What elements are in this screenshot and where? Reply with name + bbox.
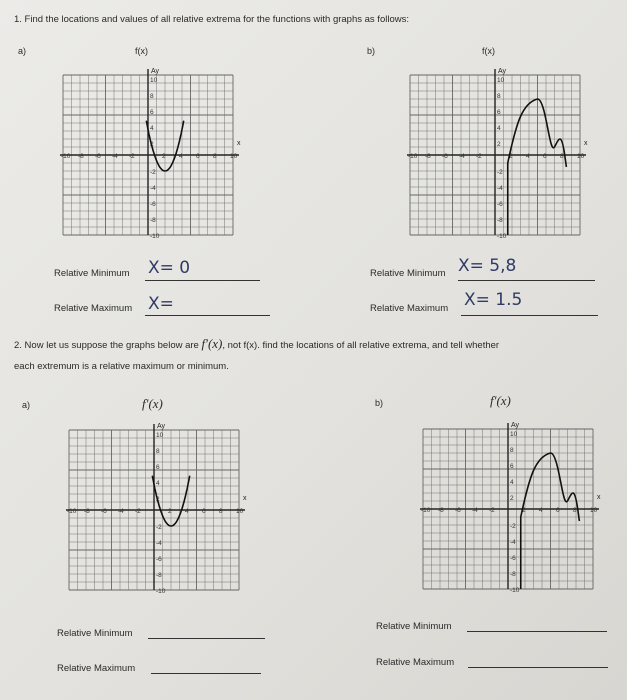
problem-1b-graph-label: f(x)	[482, 46, 495, 56]
problem-1a-graph-label: f(x)	[135, 46, 148, 56]
problem-2b-rel-min-line[interactable]	[467, 631, 607, 632]
problem-2a-rel-min-label: Relative Minimum	[57, 628, 133, 639]
x-tick-label: -8	[84, 508, 90, 515]
problem-1a-rel-max-answer[interactable]: X=	[148, 294, 174, 314]
y-tick-label: 10	[156, 432, 164, 439]
problem-2b-rel-min-label: Relative Minimum	[376, 621, 452, 632]
problem-1b-rel-max-line	[461, 315, 598, 316]
y-tick-label: -8	[156, 572, 162, 579]
graph-2a	[64, 423, 247, 595]
x-tick-label: 6	[202, 508, 206, 515]
problem-1a-rel-min-answer[interactable]: X= 0	[148, 258, 191, 278]
x-tick-label: -6	[442, 153, 448, 160]
x-tick-label: -2	[489, 507, 495, 514]
problem-1a-rel-max-label: Relative Maximum	[54, 303, 133, 314]
x-tick-label: 8	[219, 508, 223, 515]
x-tick-label: 8	[573, 507, 577, 514]
y-tick-label: 2	[156, 496, 160, 503]
problem-1b-rel-min-answer[interactable]: X= 5,8	[458, 256, 517, 276]
problem-1b-rel-max-answer[interactable]: X= 1.5	[464, 290, 523, 310]
x-tick-label: 10	[236, 508, 244, 515]
x-tick-label: -6	[101, 508, 107, 515]
x-axis-label: x	[243, 495, 247, 502]
problem-1-prompt: 1. Find the locations and values of all relative extrema for the functions with graphs as follows:	[14, 14, 409, 25]
y-tick-label: 6	[510, 463, 514, 470]
y-axis-label: Ay	[151, 68, 160, 75]
x-tick-label: -6	[455, 507, 461, 514]
y-tick-label: -6	[150, 201, 156, 208]
x-tick-label: 10	[577, 153, 585, 160]
problem-2b-rel-max-line[interactable]	[468, 667, 608, 668]
y-axis-label: Ay	[498, 68, 507, 75]
y-tick-label: 8	[497, 93, 501, 100]
problem-2-prompt-start: 2. Now let us suppose the graphs below are	[14, 340, 199, 351]
x-tick-label: -10	[61, 153, 71, 160]
x-tick-label: -10	[421, 507, 431, 514]
problem-2-prompt	[14, 336, 499, 352]
graph-1b	[405, 68, 588, 240]
problem-1b-label: b)	[367, 46, 376, 56]
y-tick-label: 6	[497, 109, 501, 116]
problem-2b-label: b)	[375, 398, 384, 408]
x-tick-label: -8	[78, 153, 84, 160]
y-tick-label: 8	[156, 448, 160, 455]
x-tick-label: 10	[590, 507, 598, 514]
problem-1b-rel-max-label: Relative Maximum	[370, 303, 449, 314]
problem-1a-rel-min-line	[145, 280, 260, 281]
x-tick-label: -10	[408, 153, 418, 160]
y-tick-label: -8	[150, 217, 156, 224]
problem-2a-rel-max-line[interactable]	[151, 673, 261, 674]
problem-2b-rel-max-label: Relative Maximum	[376, 657, 455, 668]
graph-1a	[58, 68, 241, 240]
x-tick-label: 6	[196, 153, 200, 160]
y-tick-label: 10	[150, 77, 158, 84]
problem-1a-label: a)	[18, 46, 27, 56]
problem-2a-rel-max-label: Relative Maximum	[57, 663, 136, 674]
x-tick-label: -4	[459, 153, 465, 160]
problem-1a-rel-min-label: Relative Minimum	[54, 268, 130, 279]
y-tick-label: -10	[150, 233, 160, 240]
y-tick-label: -6	[497, 201, 503, 208]
y-tick-label: -6	[510, 555, 516, 562]
x-tick-label: 2	[509, 153, 513, 160]
y-tick-label: -6	[156, 556, 162, 563]
y-tick-label: -10	[497, 233, 507, 240]
x-axis-label: x	[584, 140, 588, 147]
y-tick-label: 4	[497, 125, 501, 132]
y-tick-label: 4	[510, 479, 514, 486]
x-axis-label: x	[597, 494, 601, 501]
problem-1a-rel-max-line	[145, 315, 270, 316]
graph-2b	[418, 422, 601, 594]
x-tick-label: 8	[213, 153, 217, 160]
x-tick-label: -10	[67, 508, 77, 515]
problem-2-prompt-line2: each extremum is a relative maximum or minimum.	[14, 361, 229, 372]
y-tick-label: -8	[510, 571, 516, 578]
y-tick-label: 4	[150, 125, 154, 132]
y-tick-label: -2	[510, 523, 516, 530]
x-tick-label: -8	[425, 153, 431, 160]
problem-2-prompt-end: , not f(x). find the locations of all relative extrema, and tell whether	[222, 340, 500, 351]
y-tick-label: -10	[156, 588, 166, 595]
x-tick-label: -6	[95, 153, 101, 160]
y-tick-label: 10	[497, 77, 505, 84]
problem-2a-rel-min-line[interactable]	[148, 638, 265, 639]
y-tick-label: 8	[510, 447, 514, 454]
problem-2b-graph-label: f′(x)	[490, 393, 511, 408]
x-tick-label: 10	[230, 153, 238, 160]
x-tick-label: -2	[129, 153, 135, 160]
x-tick-label: 6	[556, 507, 560, 514]
problem-2a-graph-label: f′(x)	[142, 396, 163, 411]
y-tick-label: -4	[497, 185, 503, 192]
x-tick-label: 2	[162, 153, 166, 160]
y-tick-label: -2	[150, 169, 156, 176]
problem-2-prompt-math: f′(x)	[201, 336, 223, 351]
x-tick-label: 2	[522, 507, 526, 514]
y-tick-label: 6	[150, 109, 154, 116]
y-tick-label: -2	[156, 524, 162, 531]
y-tick-label: 4	[156, 480, 160, 487]
y-tick-label: -2	[497, 169, 503, 176]
y-tick-label: -8	[497, 217, 503, 224]
x-tick-label: -2	[476, 153, 482, 160]
problem-2a-label: a)	[22, 400, 31, 410]
x-tick-label: 4	[526, 153, 530, 160]
x-tick-label: -8	[438, 507, 444, 514]
y-tick-label: -4	[156, 540, 162, 547]
x-tick-label: -4	[118, 508, 124, 515]
x-tick-label: 4	[185, 508, 189, 515]
x-axis-label: x	[237, 140, 241, 147]
y-tick-label: -4	[150, 185, 156, 192]
x-tick-label: 4	[179, 153, 183, 160]
x-tick-label: -4	[112, 153, 118, 160]
x-tick-label: -4	[472, 507, 478, 514]
y-tick-label: 2	[510, 495, 514, 502]
x-tick-label: 8	[560, 153, 564, 160]
y-axis-label: Ay	[511, 422, 520, 429]
y-tick-label: 8	[150, 93, 154, 100]
y-tick-label: 2	[150, 141, 154, 148]
x-tick-label: -2	[135, 508, 141, 515]
y-tick-label: -4	[510, 539, 516, 546]
problem-1b-rel-min-line	[458, 280, 595, 281]
y-tick-label: -10	[510, 587, 520, 594]
y-tick-label: 2	[497, 141, 501, 148]
y-axis-label: Ay	[157, 423, 166, 430]
x-tick-label: 2	[168, 508, 172, 515]
y-tick-label: 6	[156, 464, 160, 471]
x-tick-label: 6	[543, 153, 547, 160]
y-tick-label: 10	[510, 431, 518, 438]
problem-1b-rel-min-label: Relative Minimum	[370, 268, 446, 279]
x-tick-label: 4	[539, 507, 543, 514]
